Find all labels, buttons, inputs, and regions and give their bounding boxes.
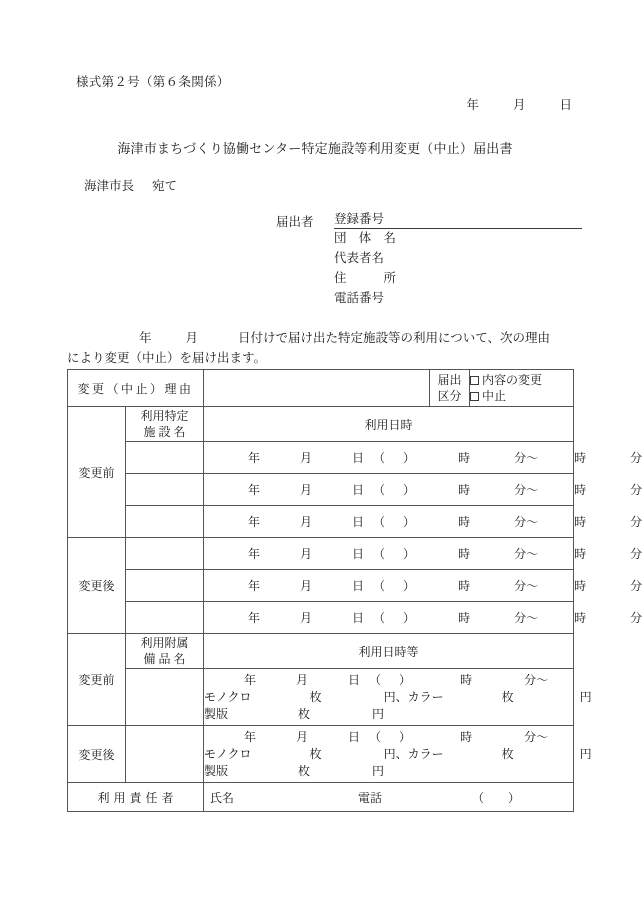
day-label: 日 [352, 515, 365, 529]
minute-start-label: 分～ [514, 515, 539, 529]
mono-label: モノクロ [204, 689, 252, 704]
year-label: 年 [248, 579, 261, 593]
facility-before-label: 変更前 [78, 465, 115, 480]
paren-open: （ [472, 790, 485, 805]
equipment-name-input-before[interactable] [126, 669, 204, 726]
intro-line2: により変更（中止）を届け出ます。 [67, 351, 267, 365]
kubun-label-line1: 届出 [437, 373, 462, 387]
color-label: 円、カラー [383, 689, 444, 704]
page-title: 海津市まちづくり協働センター特定施設等利用変更（中止）届出書 [117, 141, 513, 156]
date-month-label: 月 [512, 98, 526, 112]
table-row [68, 538, 574, 570]
responsible-label: 利用責任者 [97, 790, 178, 805]
equipment-details-after[interactable] [204, 726, 592, 783]
addressee [84, 176, 177, 194]
facility-before-label-cell [68, 407, 126, 538]
month-label: 月 [296, 672, 309, 687]
equipment-name-header-line2: 備 品 名 [143, 652, 186, 666]
date-row [204, 577, 642, 594]
day-label: 日 [352, 483, 365, 497]
date-row [204, 609, 642, 626]
date-row [204, 513, 642, 530]
table-row-facility-header [68, 407, 574, 442]
facility-name-header-line1: 利用特定 [140, 409, 189, 423]
paren-close: ） [403, 547, 416, 561]
year-label: 年 [248, 547, 261, 561]
hour-label: 時 [458, 451, 471, 465]
hour-label: 時 [458, 483, 471, 497]
name-label: 氏名 [210, 790, 235, 805]
plate-label: 製版 [204, 706, 229, 721]
mono-sheets-label: 枚 [309, 746, 322, 761]
facility-datetime-after-3[interactable] [204, 602, 642, 634]
paren-open: （ [373, 611, 386, 625]
minute-start-label: 分～ [514, 547, 539, 561]
month-label: 月 [300, 611, 313, 625]
date-row [204, 481, 642, 498]
equipment-details-before[interactable] [204, 669, 592, 726]
month-label: 月 [300, 547, 313, 561]
checkbox-icon[interactable] [470, 376, 479, 385]
minute-label: 分～ [524, 672, 549, 687]
submitter-fields [334, 210, 584, 309]
facility-after-label: 変更後 [78, 579, 115, 593]
paren-open: （ [369, 729, 382, 744]
responsible-line [204, 791, 532, 805]
plate-yen-label: 円 [372, 706, 385, 721]
month-label: 月 [296, 729, 309, 744]
intro-year: 年 [139, 331, 152, 345]
checkbox-label-content-change: 内容の変更 [482, 373, 543, 387]
minute-end-label: 分 [630, 611, 642, 625]
day-label: 日 [352, 451, 365, 465]
paren-open: （ [369, 672, 382, 687]
equipment-date-line [204, 729, 573, 746]
hour-end-label: 時 [574, 515, 587, 529]
minute-end-label: 分 [630, 483, 642, 497]
phone-number-field[interactable] [334, 289, 584, 309]
facility-datetime-before-2[interactable] [204, 474, 642, 506]
responsible-label-cell [68, 783, 204, 812]
minute-end-label: 分 [630, 451, 642, 465]
minute-end-label: 分 [630, 547, 642, 561]
facility-datetime-header-cell [204, 407, 574, 442]
minute-start-label: 分～ [514, 483, 539, 497]
day-label: 日 [348, 729, 361, 744]
equipment-detail-block [204, 670, 592, 725]
facility-name-input-after-3[interactable] [126, 602, 204, 634]
intro-paragraph [67, 328, 573, 368]
paren-open: （ [373, 515, 386, 529]
hour-label: 時 [458, 579, 471, 593]
plate-sheets-label: 枚 [298, 763, 311, 778]
table-row [68, 602, 574, 634]
table-row-equipment-header [68, 634, 574, 669]
registration-number-field[interactable] [334, 210, 582, 229]
hour-label: 時 [458, 611, 471, 625]
facility-name-input-after-2[interactable] [126, 570, 204, 602]
facility-datetime-before-3[interactable] [204, 506, 642, 538]
submitter-label: 届出者 [276, 215, 314, 229]
date-year-label: 年 [466, 98, 479, 112]
checkbox-option-content-change[interactable] [470, 372, 573, 388]
address-label: 住所 [334, 271, 396, 285]
paren-close: ） [399, 729, 412, 744]
table-row [68, 669, 574, 726]
table-row [68, 570, 574, 602]
organization-name-label: 団体名 [334, 231, 396, 245]
month-label: 月 [300, 483, 313, 497]
year-label: 年 [248, 611, 261, 625]
paren-close: ） [403, 483, 416, 497]
paren-close: ） [399, 672, 412, 687]
kubun-label-line2: 区分 [437, 389, 462, 403]
equipment-after-label: 変更後 [78, 747, 115, 762]
hour-label: 時 [460, 672, 473, 687]
month-label: 月 [300, 579, 313, 593]
date-row [204, 449, 642, 466]
checkbox-label-cancel: 中止 [482, 389, 507, 403]
facility-datetime-after-2[interactable] [204, 570, 642, 602]
organization-name-field[interactable] [334, 229, 584, 249]
paren-open: （ [373, 483, 386, 497]
reason-value-cell[interactable] [204, 370, 430, 407]
checkbox-icon[interactable] [470, 392, 479, 401]
paren-close: ） [403, 579, 416, 593]
table-row [68, 474, 574, 506]
representative-name-field[interactable] [334, 249, 584, 269]
date-day-label: 日 [559, 98, 572, 112]
kubun-label-cell [430, 370, 470, 407]
table-row [68, 506, 574, 538]
hour-end-label: 時 [574, 483, 587, 497]
facility-datetime-header: 利用日時 [364, 417, 413, 432]
facility-name-input-after-1[interactable] [126, 538, 204, 570]
paren-close: ） [403, 611, 416, 625]
equipment-mono-line [204, 746, 592, 763]
intro-line1: 日付けで届け出た特定施設等の利用について、次の理由 [238, 331, 551, 345]
hour-end-label: 時 [574, 579, 587, 593]
plate-yen-label: 円 [372, 763, 385, 778]
equipment-name-header-cell [126, 634, 204, 669]
day-label: 日 [352, 611, 365, 625]
year-label: 年 [248, 451, 261, 465]
equipment-before-label-cell [68, 634, 126, 726]
minute-start-label: 分～ [514, 451, 539, 465]
hour-label: 時 [458, 515, 471, 529]
reason-label-cell [68, 370, 204, 407]
paren-close: ） [508, 790, 521, 805]
equipment-datetime-header: 利用日時等 [358, 644, 419, 659]
representative-name-label: 代表者名 [334, 251, 385, 265]
month-label: 月 [300, 451, 313, 465]
table-row [68, 726, 574, 783]
plate-sheets-label: 枚 [298, 706, 311, 721]
month-label: 月 [300, 515, 313, 529]
day-label: 日 [352, 547, 365, 561]
equipment-mono-line [204, 689, 592, 706]
addressee-suffix: 宛て [152, 179, 178, 193]
facility-datetime-after-1[interactable] [204, 538, 642, 570]
responsible-value-cell[interactable] [204, 783, 574, 812]
form-number: 様式第２号（第６条関係） [76, 75, 230, 89]
form-table [67, 369, 642, 812]
equipment-plate-line [204, 763, 573, 780]
color-sheets-label: 枚 [501, 746, 514, 761]
color-yen-label: 円 [579, 746, 592, 761]
color-yen-label: 円 [579, 689, 592, 704]
hour-label: 時 [460, 729, 473, 744]
color-label: 円、カラー [383, 746, 444, 761]
equipment-detail-block [204, 727, 592, 782]
minute-start-label: 分～ [514, 611, 539, 625]
table-row-responsible [68, 783, 574, 812]
facility-name-input-before-1[interactable] [126, 442, 204, 474]
facility-after-label-cell [68, 538, 126, 634]
minute-end-label: 分 [630, 515, 642, 529]
year-label: 年 [244, 729, 257, 744]
equipment-date-line [204, 672, 573, 689]
paren-open: （ [373, 547, 386, 561]
facility-name-input-before-3[interactable] [126, 506, 204, 538]
equipment-datetime-header-cell [204, 634, 574, 669]
phone-number-label: 電話番号 [334, 291, 385, 305]
minute-end-label: 分 [630, 579, 642, 593]
intro-month: 月 [185, 331, 199, 345]
hour-end-label: 時 [574, 451, 587, 465]
checkbox-option-cancel[interactable] [470, 388, 573, 404]
day-label: 日 [348, 672, 361, 687]
facility-name-header-cell [126, 407, 204, 442]
equipment-name-header-line1: 利用附属 [140, 636, 189, 650]
minute-label: 分～ [524, 729, 549, 744]
plate-label: 製版 [204, 763, 229, 778]
equipment-plate-line [204, 706, 573, 723]
paren-open: （ [373, 579, 386, 593]
year-label: 年 [248, 483, 261, 497]
date-row [204, 545, 642, 562]
year-label: 年 [248, 515, 261, 529]
hour-label: 時 [458, 547, 471, 561]
paren-close: ） [403, 515, 416, 529]
equipment-after-label-cell [68, 726, 126, 783]
paren-close: ） [403, 451, 416, 465]
address-field[interactable] [334, 269, 584, 289]
kubun-checkbox-cell [470, 370, 574, 407]
facility-name-input-before-2[interactable] [126, 474, 204, 506]
paren-open: （ [373, 451, 386, 465]
day-label: 日 [352, 579, 365, 593]
equipment-before-label: 変更前 [78, 673, 115, 687]
reason-label: 変更（中止）理由 [77, 381, 194, 396]
table-row-reason [68, 370, 574, 407]
year-label: 年 [244, 672, 257, 687]
phone-label: 電話 [358, 790, 383, 805]
mono-label: モノクロ [204, 746, 252, 761]
registration-number-label: 登録番号 [334, 212, 385, 226]
color-sheets-label: 枚 [501, 689, 514, 704]
mono-sheets-label: 枚 [309, 689, 322, 704]
equipment-name-input-after[interactable] [126, 726, 204, 783]
table-row [68, 442, 574, 474]
addressee-name: 海津市長 [84, 179, 135, 193]
minute-start-label: 分～ [514, 579, 539, 593]
date-line-top [0, 95, 572, 113]
facility-datetime-before-1[interactable] [204, 442, 642, 474]
hour-end-label: 時 [574, 611, 587, 625]
facility-name-header-line2: 施 設 名 [143, 425, 186, 439]
hour-end-label: 時 [574, 547, 587, 561]
